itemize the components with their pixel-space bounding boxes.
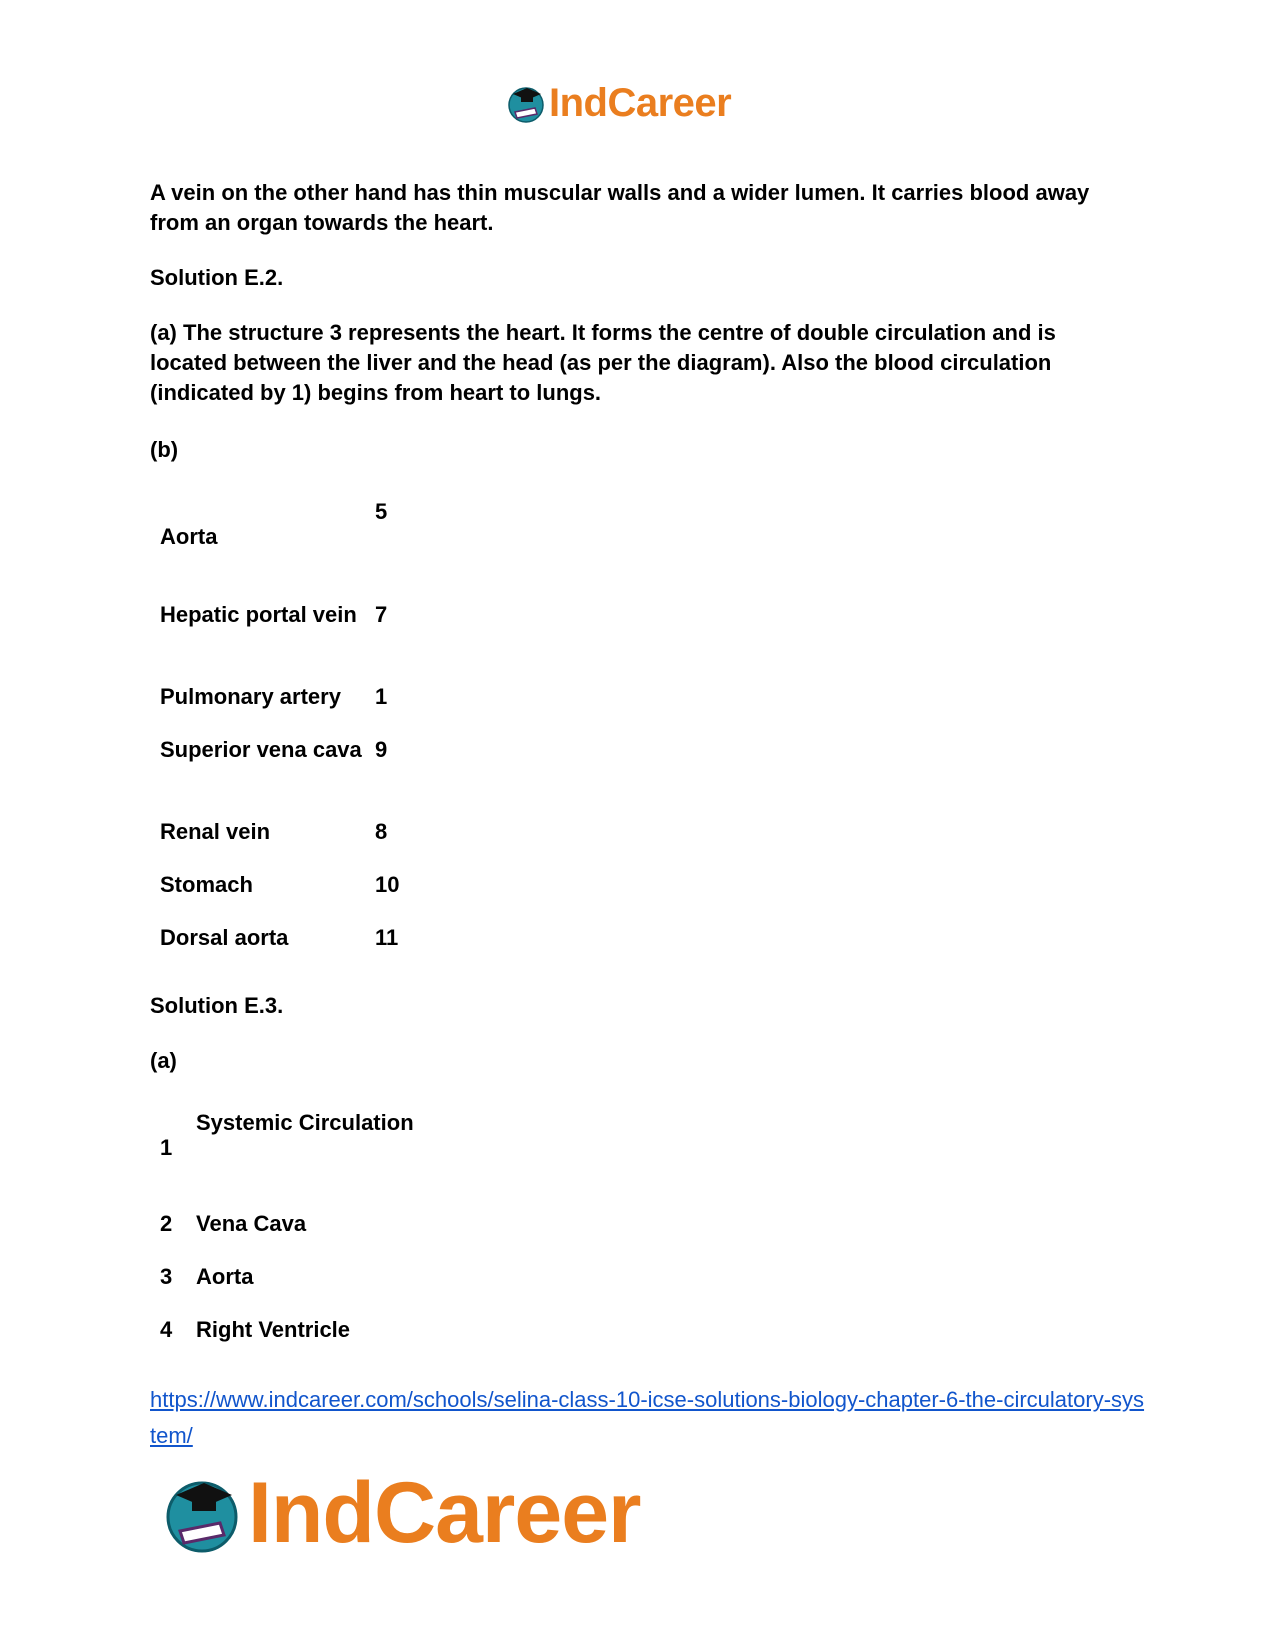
- logo-wordmark: IndCareer: [549, 80, 732, 125]
- table-circulation: [160, 1108, 414, 1368]
- structure-number: 7: [375, 602, 388, 627]
- structure-name: Dorsal aorta: [160, 925, 289, 950]
- table-structures: [160, 497, 399, 976]
- structure-name: Superior vena cava: [160, 737, 362, 762]
- table-row: [160, 923, 399, 976]
- structure-name: Stomach: [160, 872, 253, 897]
- heading-solution-e3: Solution E.3.: [150, 993, 284, 1018]
- label-b: (b): [150, 437, 179, 462]
- label-a: (a): [150, 1048, 177, 1073]
- graduation-globe-icon: [505, 82, 547, 124]
- table-row: [160, 735, 399, 817]
- circulation-name: Vena Cava: [196, 1211, 307, 1236]
- structure-number: 1: [375, 684, 388, 709]
- structure-name: Aorta: [160, 524, 218, 549]
- circulation-number: 2: [160, 1211, 173, 1236]
- circulation-name: Right Ventricle: [196, 1317, 351, 1342]
- circulation-name: Systemic Circulation: [196, 1110, 414, 1135]
- table-row: [160, 1262, 414, 1315]
- table-row: [160, 1209, 414, 1262]
- structure-number: 10: [375, 872, 400, 897]
- paragraph-vein: A vein on the other hand has thin muscular walls and a wider lumen. It carries blood away from an organ towards the heart.: [150, 180, 1090, 235]
- table-row: [160, 600, 399, 682]
- header-logo: [505, 80, 731, 126]
- table-row: [160, 1108, 414, 1209]
- table-row: [160, 682, 399, 735]
- graduation-globe-icon: [160, 1471, 244, 1555]
- table-row: [160, 870, 399, 923]
- circulation-number: 4: [160, 1317, 173, 1342]
- circulation-name: Aorta: [196, 1264, 254, 1289]
- circulation-number: 3: [160, 1264, 173, 1289]
- structure-number: 5: [375, 499, 388, 524]
- source-link[interactable]: https://www.indcareer.com/schools/selina-class-10-icse-solutions-biology-chapter-6-the-circulatory-system/: [150, 1387, 1145, 1448]
- structure-name: Hepatic portal vein: [160, 602, 357, 627]
- structure-number: 11: [375, 925, 399, 950]
- logo-wordmark: IndCareer: [248, 1464, 641, 1561]
- paragraph-answer-a: (a) The structure 3 represents the heart. It forms the centre of double circulation and is located between the liver and the head (as per the diagram). Also the blood circulation (indicated by 1) begins from heart to lungs.: [150, 320, 1056, 405]
- footer-logo: [160, 1464, 641, 1561]
- structure-name: Pulmonary artery: [160, 684, 341, 709]
- heading-solution-e2: Solution E.2.: [150, 265, 284, 290]
- table-row: [160, 817, 399, 870]
- structure-name: Renal vein: [160, 819, 271, 844]
- circulation-number: 1: [160, 1135, 173, 1160]
- table-row: [160, 497, 399, 600]
- structure-number: 9: [375, 737, 388, 762]
- table-row: [160, 1315, 414, 1368]
- structure-number: 8: [375, 819, 388, 844]
